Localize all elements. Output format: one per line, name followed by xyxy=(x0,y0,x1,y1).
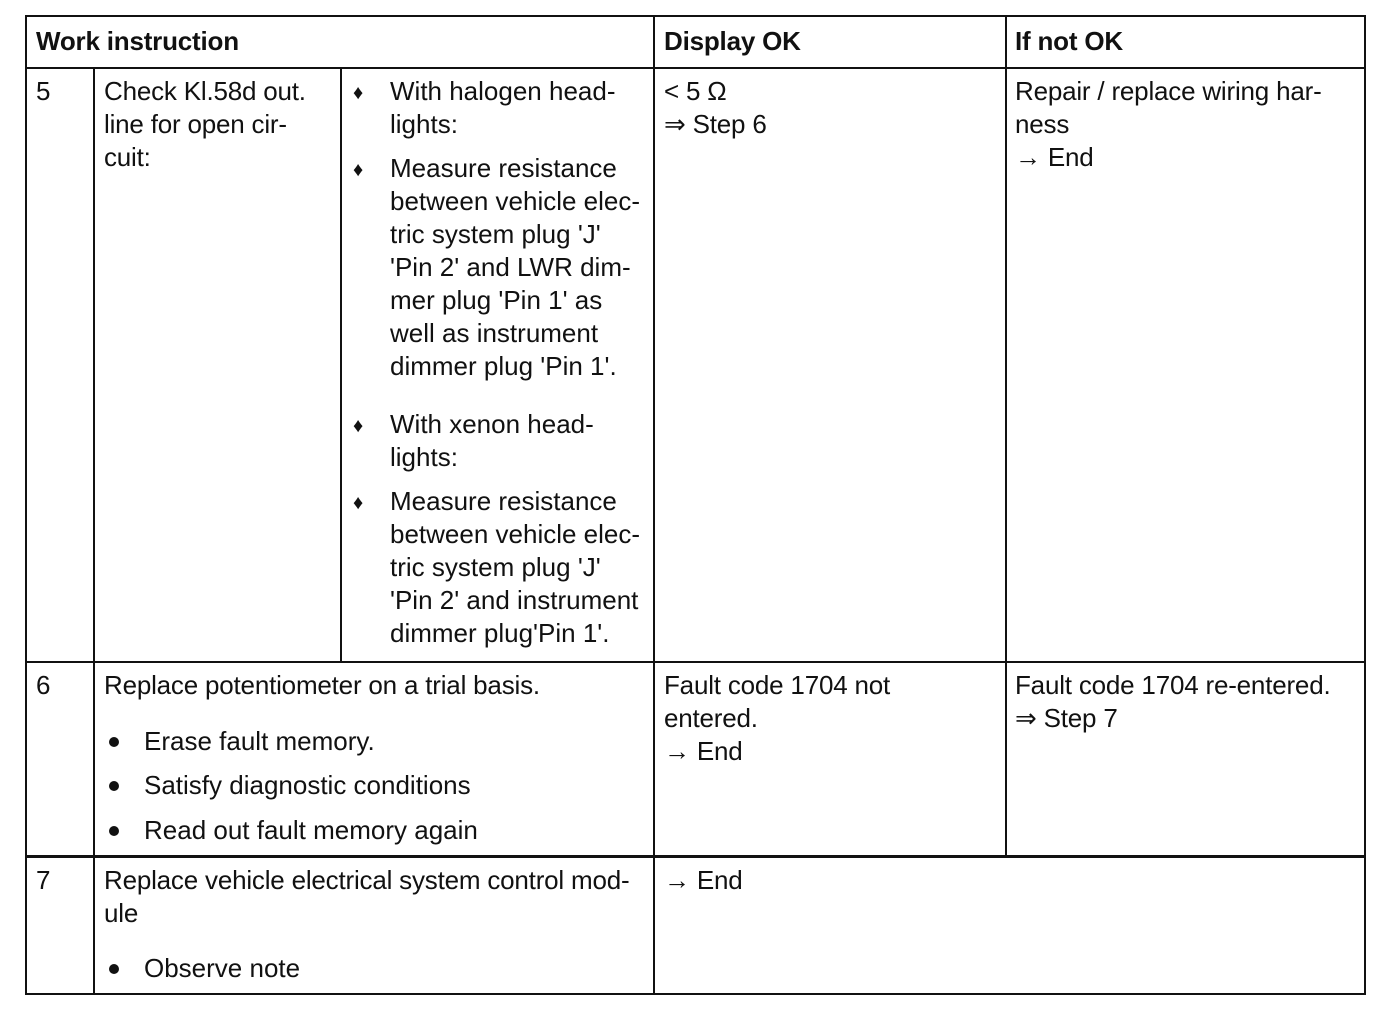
row5-display-ok xyxy=(664,75,767,141)
bullet-item: Erase fault memory. xyxy=(144,726,375,756)
diamond-bullet-icon: ♦ xyxy=(353,415,364,437)
row6-display-ok xyxy=(664,669,890,768)
if-not-ok-line: Fault code 1704 re-entered. xyxy=(1015,670,1331,700)
sub-item-line: Measure resistance xyxy=(390,486,617,516)
header-display-ok: Display OK xyxy=(664,26,801,56)
row5-divider xyxy=(27,661,1364,663)
row5-instruction xyxy=(104,75,306,174)
row7-display-ok: → End xyxy=(664,865,743,895)
step-number: 7 xyxy=(36,865,51,895)
sub-item-line: mer plug 'Pin 1' as xyxy=(390,285,603,315)
sub-item-line: dimmer plug 'Pin 1'. xyxy=(390,351,617,381)
row6-divider xyxy=(27,855,1364,858)
instruction-line: line for open cir- xyxy=(104,109,287,139)
step-number: 6 xyxy=(36,670,51,700)
sub-item-line: lights: xyxy=(390,109,458,139)
sub-item-line: tric system plug 'J' xyxy=(390,219,601,249)
sub-item-line: between vehicle elec- xyxy=(390,186,641,216)
instruction-line: cuit: xyxy=(104,142,151,172)
bullet-item: Read out fault memory again xyxy=(144,815,478,845)
dot-bullet-icon xyxy=(109,964,119,974)
bullet-item: Observe note xyxy=(144,953,301,983)
sub-item-line: With xenon head- xyxy=(390,409,594,439)
sub-item-line: lights: xyxy=(390,442,458,472)
diamond-bullet-icon: ♦ xyxy=(353,159,364,181)
header-work-instruction: Work instruction xyxy=(36,26,239,56)
sub-item-line: between vehicle elec- xyxy=(390,519,641,549)
step-number: 5 xyxy=(36,76,51,106)
sub-item-line: 'Pin 2' and LWR dim- xyxy=(390,252,631,282)
if-not-ok-line: ⇒ Step 7 xyxy=(1015,703,1118,733)
notok-col-divider xyxy=(1005,17,1007,856)
sub-item xyxy=(390,152,640,383)
sub-item xyxy=(390,408,594,474)
sub-item-line: With halogen head- xyxy=(390,76,616,106)
if-not-ok-line: Repair / replace wiring har- xyxy=(1015,76,1322,106)
row7-instruction xyxy=(104,864,629,930)
sub-item-line: Measure resistance xyxy=(390,153,617,183)
row5-inner-divider xyxy=(340,67,342,661)
header-divider xyxy=(27,67,1364,69)
sub-item-line: dimmer plug'Pin 1'. xyxy=(390,618,610,648)
display-ok-line: → End xyxy=(664,736,743,766)
row5-if-not-ok xyxy=(1015,75,1322,174)
dot-bullet-icon xyxy=(109,781,119,791)
instruction-line: ule xyxy=(104,898,139,928)
display-col-divider xyxy=(653,17,655,993)
sub-item-line: 'Pin 2' and instrument xyxy=(390,585,639,615)
header-if-not-ok: If not OK xyxy=(1015,26,1123,56)
dot-bullet-icon xyxy=(109,826,119,836)
step-col-divider xyxy=(93,67,95,993)
display-ok-line: < 5 Ω xyxy=(664,76,727,106)
instruction-line: Replace vehicle electrical system control mod- xyxy=(104,865,630,895)
display-ok-line: entered. xyxy=(664,703,758,733)
dot-bullet-icon xyxy=(109,737,119,747)
if-not-ok-line: ness xyxy=(1015,109,1070,139)
sub-item-line: well as instrument xyxy=(390,318,599,348)
diamond-bullet-icon: ♦ xyxy=(353,82,364,104)
bullet-item: Satisfy diagnostic conditions xyxy=(144,770,471,800)
if-not-ok-line: → End xyxy=(1015,142,1094,172)
sub-item xyxy=(390,485,640,650)
row6-instruction: Replace potentiometer on a trial basis. xyxy=(104,670,540,700)
display-ok-line: ⇒ Step 6 xyxy=(664,109,767,139)
sub-item xyxy=(390,75,615,141)
row6-if-not-ok xyxy=(1015,669,1330,735)
display-ok-line: Fault code 1704 not xyxy=(664,670,891,700)
sub-item-line: tric system plug 'J' xyxy=(390,552,601,582)
diamond-bullet-icon: ♦ xyxy=(353,492,364,514)
instruction-line: Check Kl.58d out. xyxy=(104,76,306,106)
